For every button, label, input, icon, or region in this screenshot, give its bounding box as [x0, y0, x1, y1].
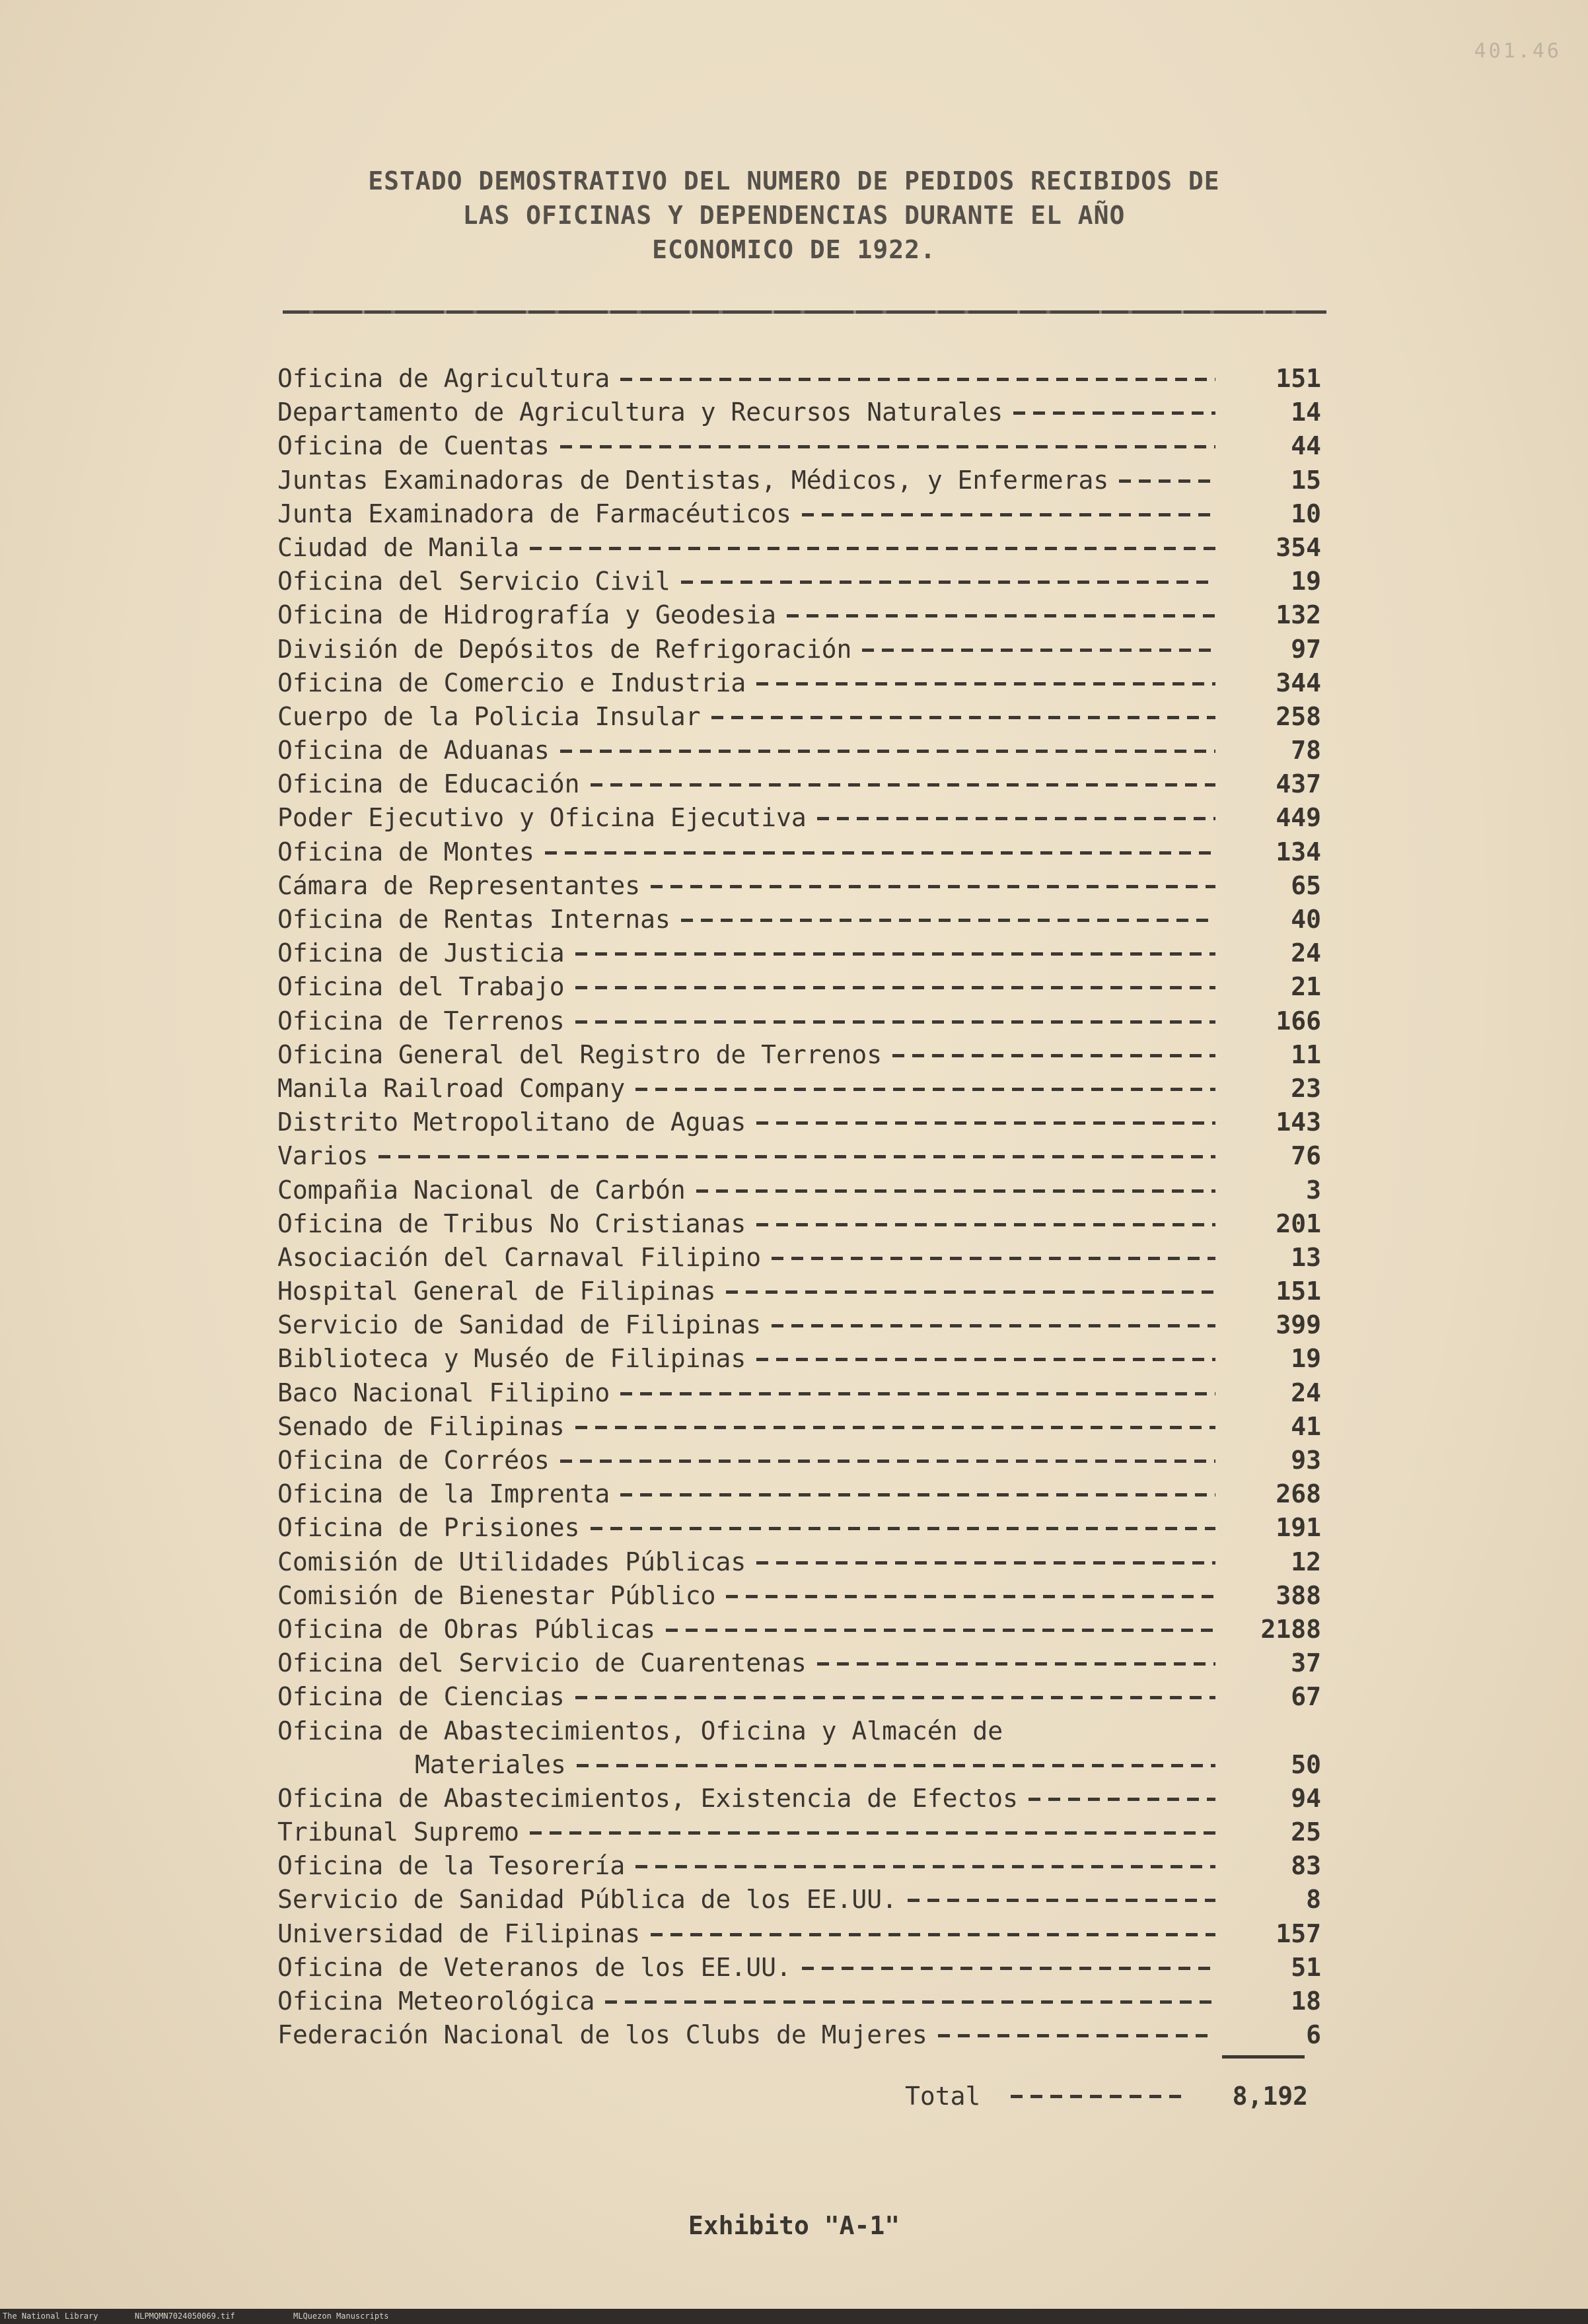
- entry-label: Oficina de Abastecimientos, Existencia de Efectos: [277, 1783, 1019, 1813]
- leader-dashes: [772, 1324, 1215, 1327]
- list-item: [277, 1579, 1321, 1613]
- entry-value: 151: [1276, 1277, 1321, 1306]
- entry-value: 18: [1291, 1987, 1321, 2016]
- corner-mark: 401.46: [1474, 40, 1562, 63]
- leader-dashes: [726, 1595, 1215, 1598]
- list-item: [277, 1207, 1321, 1241]
- entry-value: 268: [1276, 1479, 1321, 1509]
- entry-label: Oficina de Veteranos de los EE.UU.: [277, 1952, 791, 1982]
- entry-value: 51: [1291, 1952, 1321, 1982]
- entry-value: 258: [1276, 701, 1321, 731]
- leader-dashes: [1119, 479, 1215, 483]
- leader-dashes: [756, 1561, 1215, 1565]
- leader-dashes: [605, 2000, 1215, 2004]
- leader-dashes: [530, 1831, 1215, 1835]
- leader-dashes: [575, 1020, 1215, 1024]
- list-item: [277, 970, 1321, 1004]
- list-item: [277, 767, 1321, 801]
- entry-label: Oficina de Hidrografía y Geodesia: [277, 600, 776, 630]
- leader-dashes: [938, 2034, 1215, 2037]
- entry-label: Tribunal Supremo: [277, 1817, 520, 1847]
- leader-dashes: [666, 1629, 1215, 1632]
- entry-value: 83: [1291, 1851, 1321, 1881]
- list-item: [277, 1308, 1321, 1342]
- entry-value: 37: [1291, 1648, 1321, 1678]
- entry-value: 399: [1276, 1310, 1321, 1340]
- list-item: [277, 1106, 1321, 1139]
- entry-value: 24: [1291, 1378, 1321, 1407]
- entry-label: Baco Nacional Filipino: [277, 1378, 610, 1407]
- entry-label: Varios: [277, 1141, 369, 1171]
- entry-label: Oficina de Justicia: [277, 938, 565, 968]
- leader-dashes: [560, 1460, 1215, 1463]
- title-divider: [283, 310, 1326, 314]
- leader-dashes: [817, 817, 1215, 820]
- leader-dashes: [635, 1865, 1215, 1868]
- leader-dashes: [756, 1358, 1215, 1361]
- leader-dashes: [892, 1054, 1215, 1057]
- list-item: [277, 801, 1321, 835]
- entry-label: Universidad de Filipinas: [277, 1919, 641, 1948]
- leader-dashes: [817, 1662, 1215, 1666]
- entry-value: 21: [1291, 972, 1321, 1002]
- list-item: [277, 362, 1321, 396]
- list-item: [277, 1376, 1321, 1410]
- entry-label: Oficina de la Tesorería: [277, 1851, 626, 1881]
- footer-library: The National Library: [3, 2311, 98, 2321]
- entry-value: 157: [1276, 1919, 1321, 1948]
- leader-dashes: [908, 1899, 1215, 1902]
- leader-dashes: [756, 1223, 1215, 1226]
- entry-label: Senado de Filipinas: [277, 1411, 565, 1441]
- leader-dashes: [575, 986, 1215, 989]
- list-item: [277, 1342, 1321, 1376]
- entry-label: Oficina General del Registro de Terrenos: [277, 1039, 883, 1069]
- leader-dashes: [591, 783, 1215, 787]
- leader-dashes: [545, 851, 1215, 855]
- leader-dashes: [620, 1392, 1215, 1395]
- list-item: [277, 633, 1321, 666]
- entry-value: 11: [1291, 1039, 1321, 1069]
- leader-dashes: [577, 1764, 1215, 1767]
- list-item: [277, 1815, 1321, 1849]
- office-request-list: [277, 362, 1321, 2052]
- entry-label: Oficina de Corréos: [277, 1446, 550, 1475]
- entry-label: Oficina de Agricultura: [277, 364, 610, 393]
- entry-value: 67: [1291, 1682, 1321, 1712]
- footer-collection: MLQuezon Manuscripts: [293, 2311, 389, 2321]
- list-item: [277, 1275, 1321, 1308]
- list-item: [277, 700, 1321, 734]
- leader-dashes: [620, 378, 1215, 381]
- title-line-3: ECONOMICO DE 1922.: [652, 235, 936, 264]
- leader-dashes: [802, 513, 1215, 516]
- leader-dashes: [1013, 411, 1215, 415]
- entry-label: Oficina de Comercio e Industria: [277, 668, 746, 697]
- list-item: [277, 1410, 1321, 1444]
- list-item: [277, 1849, 1321, 1883]
- list-item: [277, 1038, 1321, 1072]
- list-item: [277, 1072, 1321, 1106]
- entry-label: Comisión de Utilidades Públicas: [277, 1547, 746, 1576]
- entry-label: Oficina de Tribus No Cristianas: [277, 1209, 746, 1238]
- list-item: [277, 1545, 1321, 1579]
- entry-label: Cuerpo de la Policia Insular: [277, 701, 701, 731]
- entry-value: 10: [1291, 499, 1321, 528]
- entry-value: 143: [1276, 1108, 1321, 1137]
- entry-label: Oficina de la Imprenta: [277, 1479, 610, 1509]
- list-item: [277, 1714, 1321, 1748]
- leader-dashes: [620, 1493, 1215, 1497]
- list-item: [277, 1004, 1321, 1038]
- list-item: [277, 666, 1321, 700]
- entry-label: Oficina de Cuentas: [277, 431, 550, 461]
- entry-label: Oficina de Prisiones: [277, 1513, 580, 1543]
- leader-dashes: [862, 649, 1215, 652]
- entry-label: Federación Nacional de los Clubs de Mujeres: [277, 2020, 927, 2050]
- list-item: [277, 598, 1321, 632]
- list-item: [277, 869, 1321, 903]
- entry-label: Oficina de Abastecimientos, Oficina y Almacén de: [277, 1716, 1003, 1745]
- leader-dashes: [651, 1933, 1215, 1936]
- entry-label: Departamento de Agricultura y Recursos Naturales: [277, 398, 1003, 427]
- archive-footer-bar: [0, 2309, 1588, 2324]
- entry-label: Junta Examinadora de Farmacéuticos: [277, 499, 791, 528]
- leader-dashes: [681, 919, 1215, 922]
- total-value: 8,192: [1232, 2082, 1308, 2111]
- list-item: [277, 396, 1321, 429]
- leader-dashes: [787, 614, 1215, 617]
- entry-label: Distrito Metropolitano de Aguas: [277, 1108, 746, 1137]
- entry-label: División de Depósitos de Refrigoración: [277, 634, 852, 664]
- list-item: [277, 1883, 1321, 1917]
- entry-value: 15: [1291, 465, 1321, 495]
- leader-dashes: [575, 1696, 1215, 1699]
- entry-value: 449: [1276, 803, 1321, 833]
- entry-value: 97: [1291, 634, 1321, 664]
- list-item: [277, 1139, 1321, 1173]
- entry-value: 6: [1306, 2020, 1321, 2050]
- list-item: [277, 497, 1321, 531]
- entry-label: Oficina de Montes: [277, 837, 534, 866]
- entry-value: 354: [1276, 532, 1321, 562]
- entry-label: Oficina del Servicio Civil: [277, 567, 670, 596]
- entry-value: 25: [1291, 1817, 1321, 1847]
- list-item: [277, 464, 1321, 497]
- leader-dashes: [635, 1088, 1215, 1091]
- leader-dashes: [560, 445, 1215, 448]
- leader-dashes: [756, 682, 1215, 686]
- entry-label: Oficina del Servicio de Cuarentenas: [277, 1648, 807, 1678]
- entry-value: 23: [1291, 1073, 1321, 1103]
- entry-value: 388: [1276, 1580, 1321, 1610]
- entry-value: 93: [1291, 1446, 1321, 1475]
- entry-label: Oficina de Educación: [277, 769, 580, 799]
- list-item: [277, 734, 1321, 767]
- entry-label: Asociación del Carnaval Filipino: [277, 1242, 762, 1272]
- list-item: [277, 429, 1321, 463]
- total-leader-dashes: [1011, 2095, 1182, 2098]
- entry-label: Compañia Nacional de Carbón: [277, 1175, 686, 1205]
- entry-label: Oficina de Obras Públicas: [277, 1614, 655, 1644]
- total-label: Total: [905, 2082, 981, 2111]
- entry-value: 2188: [1260, 1614, 1321, 1644]
- title-line-2: LAS OFICINAS Y DEPENDENCIAS DURANTE EL AÑO: [462, 201, 1126, 230]
- entry-label: Servicio de Sanidad Pública de los EE.UU.: [277, 1885, 897, 1915]
- title-line-1: ESTADO DEMOSTRATIVO DEL NUMERO DE PEDIDOS RECIBIDOS DE: [368, 166, 1220, 195]
- document-title: [0, 164, 1588, 267]
- entry-value: 166: [1276, 1006, 1321, 1036]
- entry-label: Oficina de Terrenos: [277, 1006, 565, 1036]
- entry-value: 24: [1291, 938, 1321, 968]
- list-item: [277, 1782, 1321, 1815]
- entry-value: 13: [1291, 1242, 1321, 1272]
- entry-label: Comisión de Bienestar Público: [277, 1580, 716, 1610]
- list-item: [277, 1646, 1321, 1680]
- entry-label: Hospital General de Filipinas: [277, 1277, 716, 1306]
- leader-dashes: [756, 1121, 1215, 1125]
- list-item: [277, 565, 1321, 598]
- entry-label: Poder Ejecutivo y Oficina Ejecutiva: [277, 803, 807, 833]
- leader-dashes: [530, 547, 1215, 550]
- list-item: [277, 1511, 1321, 1545]
- entry-value: 201: [1276, 1209, 1321, 1238]
- entry-label: Oficina Meteorológica: [277, 1987, 595, 2016]
- leader-dashes: [711, 716, 1215, 719]
- list-item: [277, 1477, 1321, 1511]
- entry-label: Cámara de Representantes: [277, 870, 641, 900]
- entry-value: 191: [1276, 1513, 1321, 1543]
- entry-value: 132: [1276, 600, 1321, 630]
- leader-dashes: [379, 1155, 1215, 1158]
- leader-dashes: [591, 1527, 1215, 1530]
- leader-dashes: [802, 1967, 1215, 1970]
- list-item: [277, 1613, 1321, 1646]
- list-item: [277, 1680, 1321, 1714]
- entry-label: Oficina de Aduanas: [277, 736, 550, 765]
- total-row: [905, 2079, 1588, 2113]
- entry-label: Juntas Examinadoras de Dentistas, Médicos, y Enfermeras: [277, 465, 1109, 495]
- entry-value: 8: [1306, 1885, 1321, 1915]
- leader-dashes: [575, 952, 1215, 956]
- total-underline: [1222, 2055, 1305, 2059]
- footer-file: NLPMQMN7024050069.tif: [135, 2311, 235, 2321]
- entry-value: 344: [1276, 668, 1321, 697]
- entry-value: 50: [1291, 1749, 1321, 1779]
- entry-value: 41: [1291, 1411, 1321, 1441]
- exhibit-label: Exhibito "A-1": [688, 2211, 900, 2240]
- entry-value: 94: [1291, 1783, 1321, 1813]
- list-item: [277, 531, 1321, 565]
- entry-label: Ciudad de Manila: [277, 532, 520, 562]
- entry-label: Servicio de Sanidad de Filipinas: [277, 1310, 762, 1340]
- list-item: [277, 903, 1321, 936]
- entry-value: 65: [1291, 870, 1321, 900]
- list-item: [277, 835, 1321, 869]
- list-item: [277, 936, 1321, 970]
- entry-value: 134: [1276, 837, 1321, 866]
- leader-dashes: [1029, 1798, 1215, 1801]
- list-item: [277, 1444, 1321, 1477]
- entry-value: 14: [1291, 398, 1321, 427]
- entry-value: 19: [1291, 567, 1321, 596]
- leader-dashes: [726, 1290, 1215, 1294]
- entry-value: 151: [1276, 364, 1321, 393]
- leader-dashes: [560, 750, 1215, 753]
- list-item: [277, 1951, 1321, 1985]
- entry-value: 12: [1291, 1547, 1321, 1576]
- leader-dashes: [681, 581, 1215, 584]
- list-item: [277, 2018, 1321, 2052]
- leader-dashes: [696, 1189, 1215, 1193]
- list-item: [277, 1241, 1321, 1275]
- entry-value: 78: [1291, 736, 1321, 765]
- entry-value: 76: [1291, 1141, 1321, 1171]
- entry-label: Oficina de Rentas Internas: [277, 905, 670, 934]
- list-item: [277, 1748, 1321, 1782]
- list-item: [277, 1174, 1321, 1207]
- entry-value: 19: [1291, 1344, 1321, 1374]
- leader-dashes: [575, 1426, 1215, 1429]
- entry-label: Oficina del Trabajo: [277, 972, 565, 1002]
- list-item: [277, 1985, 1321, 2018]
- entry-label: Manila Railroad Company: [277, 1073, 626, 1103]
- entry-label: Biblioteca y Muséo de Filipinas: [277, 1344, 746, 1374]
- entry-value: 44: [1291, 431, 1321, 461]
- leader-dashes: [651, 885, 1215, 888]
- list-item: [277, 1917, 1321, 1951]
- leader-dashes: [772, 1257, 1215, 1260]
- entry-value: 3: [1306, 1175, 1321, 1205]
- entry-label: Materiales: [415, 1749, 566, 1779]
- entry-value: 40: [1291, 905, 1321, 934]
- entry-value: 437: [1276, 769, 1321, 799]
- entry-label: Oficina de Ciencias: [277, 1682, 565, 1712]
